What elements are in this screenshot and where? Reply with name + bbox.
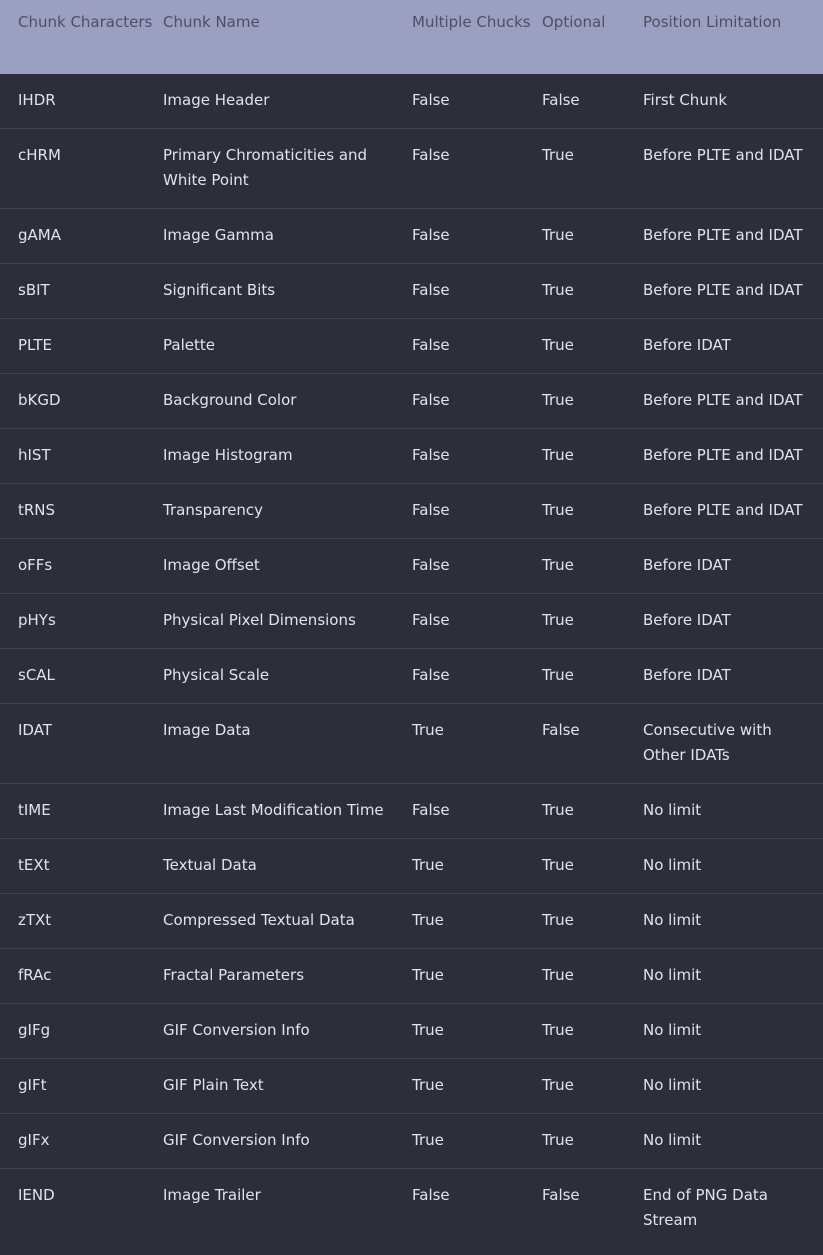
cell-chunk-name: Image Histogram (163, 429, 412, 484)
cell-multiple-chunks: False (412, 1169, 542, 1249)
cell-position-limitation: No limit (643, 1114, 823, 1169)
cell-chunk-name: Physical Scale (163, 649, 412, 704)
header-row (0, 0, 823, 74)
cell-optional: True (542, 1114, 643, 1169)
cell-optional: True (542, 894, 643, 949)
cell-chunk-characters: pHYs (0, 594, 163, 649)
cell-position-limitation: Before IDAT (643, 319, 823, 374)
cell-position-limitation: Before PLTE and IDAT (643, 429, 823, 484)
cell-multiple-chunks: True (412, 1114, 542, 1169)
cell-chunk-characters: bKGD (0, 374, 163, 429)
cell-chunk-characters: gIFx (0, 1114, 163, 1169)
cell-chunk-characters: PLTE (0, 319, 163, 374)
cell-chunk-characters: IHDR (18, 91, 56, 109)
table-row (0, 704, 823, 784)
cell-multiple-chunks: False (412, 129, 542, 209)
header-optional: Optional (542, 0, 643, 74)
cell-position-limitation: No limit (643, 784, 823, 839)
table-header (0, 0, 823, 74)
cell-chunk-characters: fRAc (0, 949, 163, 1004)
cell-chunk-characters: sCAL (0, 649, 163, 704)
cell-optional: True (542, 1004, 643, 1059)
cell-chunk-name: Image Offset (163, 539, 412, 594)
cell-multiple-chunks: False (412, 484, 542, 539)
cell-position-limitation: Before PLTE and IDAT (643, 484, 823, 539)
cell-chunk-name: Palette (163, 319, 412, 374)
cell-multiple-chunks: True (412, 1004, 542, 1059)
cell-position-limitation: No limit (643, 949, 823, 1004)
cell-position-limitation: Consecutive with Other IDATs (643, 704, 823, 784)
cell-position-limitation: Before IDAT (643, 649, 823, 704)
cell-chunk-name: Image Gamma (163, 209, 412, 264)
cell-optional: True (542, 594, 643, 649)
cell-multiple-chunks: False (412, 264, 542, 319)
table-row (0, 784, 823, 839)
cell-position-limitation: Before PLTE and IDAT (643, 374, 823, 429)
cell-chunk-characters: hIST (0, 429, 163, 484)
cell-multiple-chunks: False (412, 649, 542, 704)
cell-chunk-characters: zTXt (0, 894, 163, 949)
cell-optional: True (542, 319, 643, 374)
cell-optional: True (542, 839, 643, 894)
cell-optional: True (542, 484, 643, 539)
cell-chunk-characters: gIFt (0, 1059, 163, 1114)
cell-multiple-chunks: False (412, 91, 450, 109)
cell-chunk-characters: cHRM (0, 129, 163, 209)
table-row (0, 319, 823, 374)
table-row (0, 839, 823, 894)
header-multiple-chunks: Multiple Chucks (412, 0, 542, 74)
cell-multiple-chunks: False (412, 429, 542, 484)
cell-multiple-chunks: False (412, 209, 542, 264)
cell-chunk-characters: IDAT (0, 704, 163, 784)
cell-optional: True (542, 429, 643, 484)
cell-chunk-name: GIF Plain Text (163, 1059, 412, 1114)
table-row (0, 1059, 823, 1114)
table-row (0, 1114, 823, 1169)
cell-position-limitation: No limit (643, 894, 823, 949)
cell-chunk-name: GIF Conversion Info (163, 1114, 412, 1169)
table-row (0, 209, 823, 264)
cell-position-limitation: No limit (643, 839, 823, 894)
cell-optional: False (542, 704, 643, 784)
table-row (0, 949, 823, 1004)
table-row (0, 649, 823, 704)
cell-position-limitation: Before IDAT (643, 594, 823, 649)
table-row (0, 74, 823, 129)
header-chunk-name: Chunk Name (163, 0, 412, 74)
cell-optional: True (542, 374, 643, 429)
cell-multiple-chunks: False (412, 784, 542, 839)
header-chunk-characters: Chunk Characters (0, 0, 163, 74)
cell-optional: True (542, 649, 643, 704)
cell-position-limitation: Before PLTE and IDAT (643, 209, 823, 264)
cell-multiple-chunks: False (412, 374, 542, 429)
cell-position-limitation: Before PLTE and IDAT (643, 264, 823, 319)
table-row (0, 129, 823, 209)
cell-optional: True (542, 129, 643, 209)
cell-chunk-name: Textual Data (163, 839, 412, 894)
cell-chunk-characters: gAMA (0, 209, 163, 264)
cell-chunk-characters: tEXt (0, 839, 163, 894)
cell-position-limitation: No limit (643, 1059, 823, 1114)
table-row (0, 429, 823, 484)
table-row (0, 894, 823, 949)
cell-multiple-chunks: False (412, 539, 542, 594)
cell-multiple-chunks: False (412, 594, 542, 649)
cell-chunk-characters: sBIT (0, 264, 163, 319)
cell-chunk-characters: oFFs (0, 539, 163, 594)
cell-optional: True (542, 209, 643, 264)
cell-chunk-name: Image Last Modification Time (163, 784, 412, 839)
cell-optional: True (542, 264, 643, 319)
cell-optional: True (542, 784, 643, 839)
cell-optional: True (542, 949, 643, 1004)
table-row (0, 1169, 823, 1249)
cell-optional: False (542, 91, 580, 109)
table-row (0, 264, 823, 319)
cell-chunk-characters: tRNS (0, 484, 163, 539)
cell-chunk-characters: tIME (0, 784, 163, 839)
cell-chunk-name: Fractal Parameters (163, 949, 412, 1004)
cell-chunk-name: Physical Pixel Dimensions (163, 594, 412, 649)
header-position-limitation: Position Limitation (643, 0, 823, 74)
cell-position-limitation: No limit (643, 1004, 823, 1059)
table-row (0, 484, 823, 539)
cell-multiple-chunks: False (412, 319, 542, 374)
cell-chunk-name: Primary Chromaticities and White Point (163, 129, 412, 209)
table-row (0, 594, 823, 649)
cell-multiple-chunks: True (412, 949, 542, 1004)
cell-chunk-name: Image Data (163, 704, 412, 784)
cell-multiple-chunks: True (412, 894, 542, 949)
cell-chunk-name: Image Header (163, 91, 270, 109)
cell-position-limitation: First Chunk (643, 91, 728, 109)
cell-multiple-chunks: True (412, 704, 542, 784)
cell-position-limitation: Before PLTE and IDAT (643, 129, 823, 209)
cell-optional: True (542, 539, 643, 594)
cell-chunk-name: Transparency (163, 484, 412, 539)
table-row (0, 1004, 823, 1059)
cell-position-limitation: End of PNG Data Stream (643, 1169, 823, 1249)
cell-chunk-characters: IEND (0, 1169, 163, 1249)
cell-optional: True (542, 1059, 643, 1114)
table-body (0, 74, 823, 1248)
cell-position-limitation: Before IDAT (643, 539, 823, 594)
cell-chunk-name: Significant Bits (163, 264, 412, 319)
cell-optional: False (542, 1169, 643, 1249)
cell-multiple-chunks: True (412, 839, 542, 894)
cell-multiple-chunks: True (412, 1059, 542, 1114)
cell-chunk-name: Background Color (163, 374, 412, 429)
cell-chunk-name: Image Trailer (163, 1169, 412, 1249)
cell-chunk-name: Compressed Textual Data (163, 894, 412, 949)
cell-chunk-characters: gIFg (0, 1004, 163, 1059)
table-row (0, 539, 823, 594)
table-row (0, 374, 823, 429)
cell-chunk-name: GIF Conversion Info (163, 1004, 412, 1059)
